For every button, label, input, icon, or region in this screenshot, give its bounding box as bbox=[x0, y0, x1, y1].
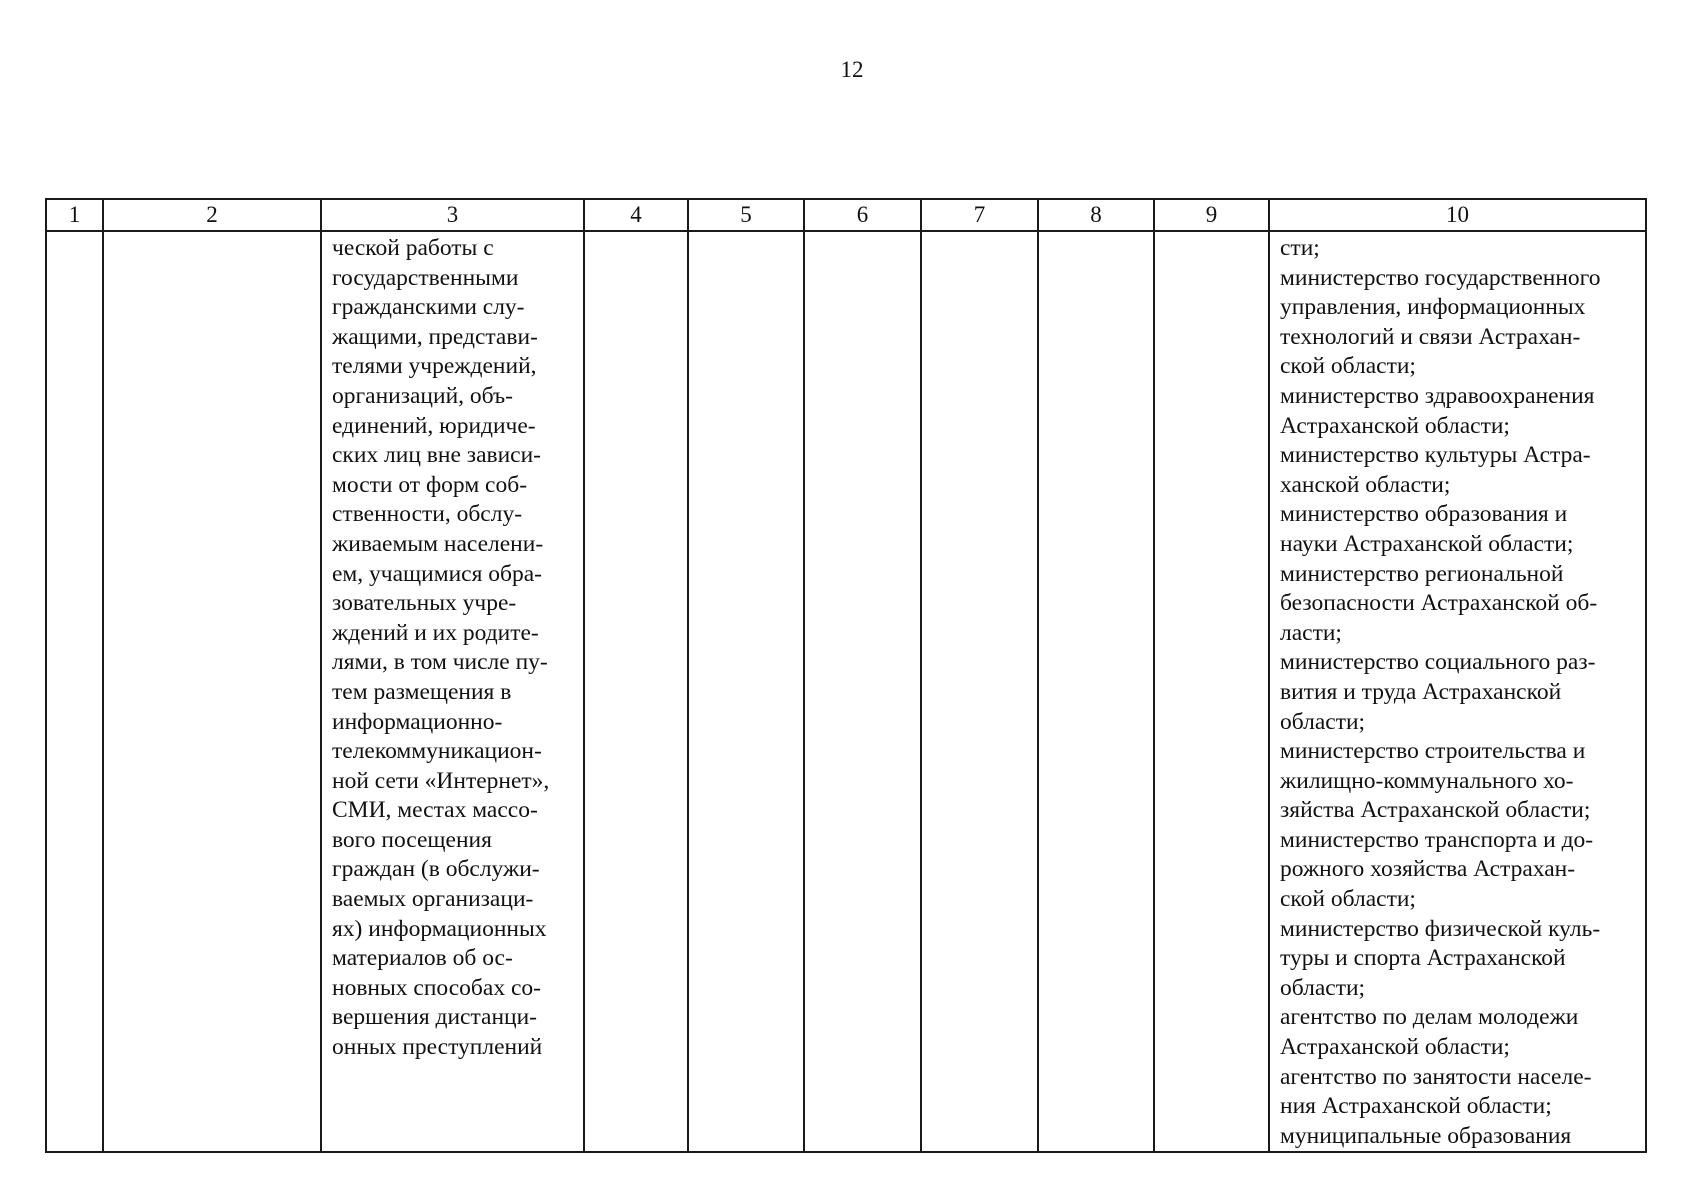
text-line: ласти; bbox=[1280, 619, 1342, 646]
text-line: граждан (в обслужи- bbox=[332, 856, 540, 883]
text-line: агентство по занятости населе- bbox=[1280, 1063, 1592, 1090]
text-line: вития и труда Астраханской bbox=[1280, 678, 1562, 705]
text-line: сти; bbox=[1280, 235, 1320, 261]
text-line: вого посещения bbox=[332, 826, 492, 853]
text-line: материалов об ос- bbox=[332, 945, 513, 972]
text-line: новных способах со- bbox=[332, 974, 541, 1001]
text-line: живаемым населени- bbox=[332, 530, 544, 557]
column-header-7: 7 bbox=[921, 199, 1038, 231]
responsible-bodies-text bbox=[1270, 232, 1645, 1151]
text-line: министерство государственного bbox=[1280, 264, 1601, 291]
cell-col7 bbox=[921, 231, 1038, 1152]
text-line: министерство транспорта и до- bbox=[1280, 826, 1594, 853]
text-line: ния Астраханской области; bbox=[1280, 1093, 1552, 1120]
text-line: министерство физической куль- bbox=[1280, 915, 1601, 942]
text-line: зовательных учре- bbox=[332, 590, 517, 617]
text-line: министерство здравоохранения bbox=[1280, 382, 1595, 409]
text-line: информационно- bbox=[332, 708, 503, 735]
column-header-8: 8 bbox=[1038, 199, 1154, 231]
text-line: мости от форм соб- bbox=[332, 471, 528, 498]
text-line: области; bbox=[1280, 708, 1366, 735]
text-line: ских лиц вне зависи- bbox=[332, 442, 541, 469]
text-line: безопасности Астраханской об- bbox=[1280, 590, 1598, 617]
text-line: онных преступлений bbox=[332, 1034, 543, 1061]
cell-responsible-bodies bbox=[1269, 231, 1646, 1152]
header-row bbox=[46, 199, 1646, 231]
text-line: телекоммуникацион- bbox=[332, 738, 542, 765]
table-row bbox=[46, 231, 1646, 1152]
text-line: вершения дистанци- bbox=[332, 1004, 538, 1031]
text-line: ственности, обслу- bbox=[332, 501, 523, 528]
column-header-2: 2 bbox=[103, 199, 321, 231]
text-line: муниципальные образования bbox=[1280, 1122, 1572, 1149]
cell-col5 bbox=[688, 231, 804, 1152]
text-line: министерство строительства и bbox=[1280, 738, 1586, 765]
text-line: министерство образования и bbox=[1280, 501, 1568, 528]
text-line: управления, информационных bbox=[1280, 294, 1586, 321]
cell-col6 bbox=[804, 231, 921, 1152]
text-line: технологий и связи Астрахан- bbox=[1280, 323, 1581, 350]
text-line: ях) информационных bbox=[332, 915, 547, 942]
text-line: ской области; bbox=[1280, 353, 1416, 380]
text-line: науки Астраханской области; bbox=[1280, 530, 1574, 557]
measure-description-text bbox=[322, 232, 583, 1063]
text-line: организаций, объ- bbox=[332, 382, 514, 409]
text-line: области; bbox=[1280, 974, 1366, 1001]
text-line: единений, юридиче- bbox=[332, 412, 536, 439]
text-line: ной сети «Интернет», bbox=[332, 767, 550, 794]
column-header-6: 6 bbox=[804, 199, 921, 231]
column-header-5: 5 bbox=[688, 199, 804, 231]
text-line: телями учреждений, bbox=[332, 353, 537, 380]
column-header-4: 4 bbox=[584, 199, 688, 231]
cell-col2 bbox=[103, 231, 321, 1152]
text-line: СМИ, местах массо- bbox=[332, 797, 538, 824]
text-line: Астраханской области; bbox=[1280, 412, 1510, 439]
text-line: гражданскими слу- bbox=[332, 294, 525, 321]
text-line: лями, в том числе пу- bbox=[332, 649, 548, 676]
text-line: Астраханской области; bbox=[1280, 1034, 1510, 1061]
text-line: ем, учащимися обра- bbox=[332, 560, 542, 587]
column-header-10: 10 bbox=[1269, 199, 1646, 231]
text-line: министерство региональной bbox=[1280, 560, 1564, 587]
cell-measure-description bbox=[321, 231, 584, 1152]
text-line: зяйства Астраханской области; bbox=[1280, 797, 1591, 824]
column-header-9: 9 bbox=[1154, 199, 1269, 231]
column-header-3: 3 bbox=[321, 199, 584, 231]
text-line: министерство культуры Астра- bbox=[1280, 442, 1591, 469]
page-number: 12 bbox=[840, 57, 864, 82]
text-line: рожного хозяйства Астрахан- bbox=[1280, 856, 1576, 883]
text-line: ской области; bbox=[1280, 886, 1416, 913]
text-line: ханской области; bbox=[1280, 471, 1451, 498]
text-line: ческой работы с bbox=[332, 235, 494, 261]
cell-col1 bbox=[46, 231, 103, 1152]
text-line: тем размещения в bbox=[332, 678, 512, 705]
cell-col8 bbox=[1038, 231, 1154, 1152]
column-header-1: 1 bbox=[46, 199, 103, 231]
text-line: ваемых организаци- bbox=[332, 886, 534, 913]
cell-col9 bbox=[1154, 231, 1269, 1152]
measures-table bbox=[45, 198, 1647, 1153]
text-line: жилищно-коммунального хо- bbox=[1280, 767, 1574, 794]
text-line: ждений и их родите- bbox=[332, 619, 539, 646]
text-line: государственными bbox=[332, 264, 519, 291]
text-line: министерство социального раз- bbox=[1280, 649, 1596, 676]
cell-col4 bbox=[584, 231, 688, 1152]
text-line: агентство по делам молодежи bbox=[1280, 1004, 1579, 1031]
text-line: жащими, представи- bbox=[332, 323, 538, 350]
text-line: туры и спорта Астраханской bbox=[1280, 945, 1566, 972]
